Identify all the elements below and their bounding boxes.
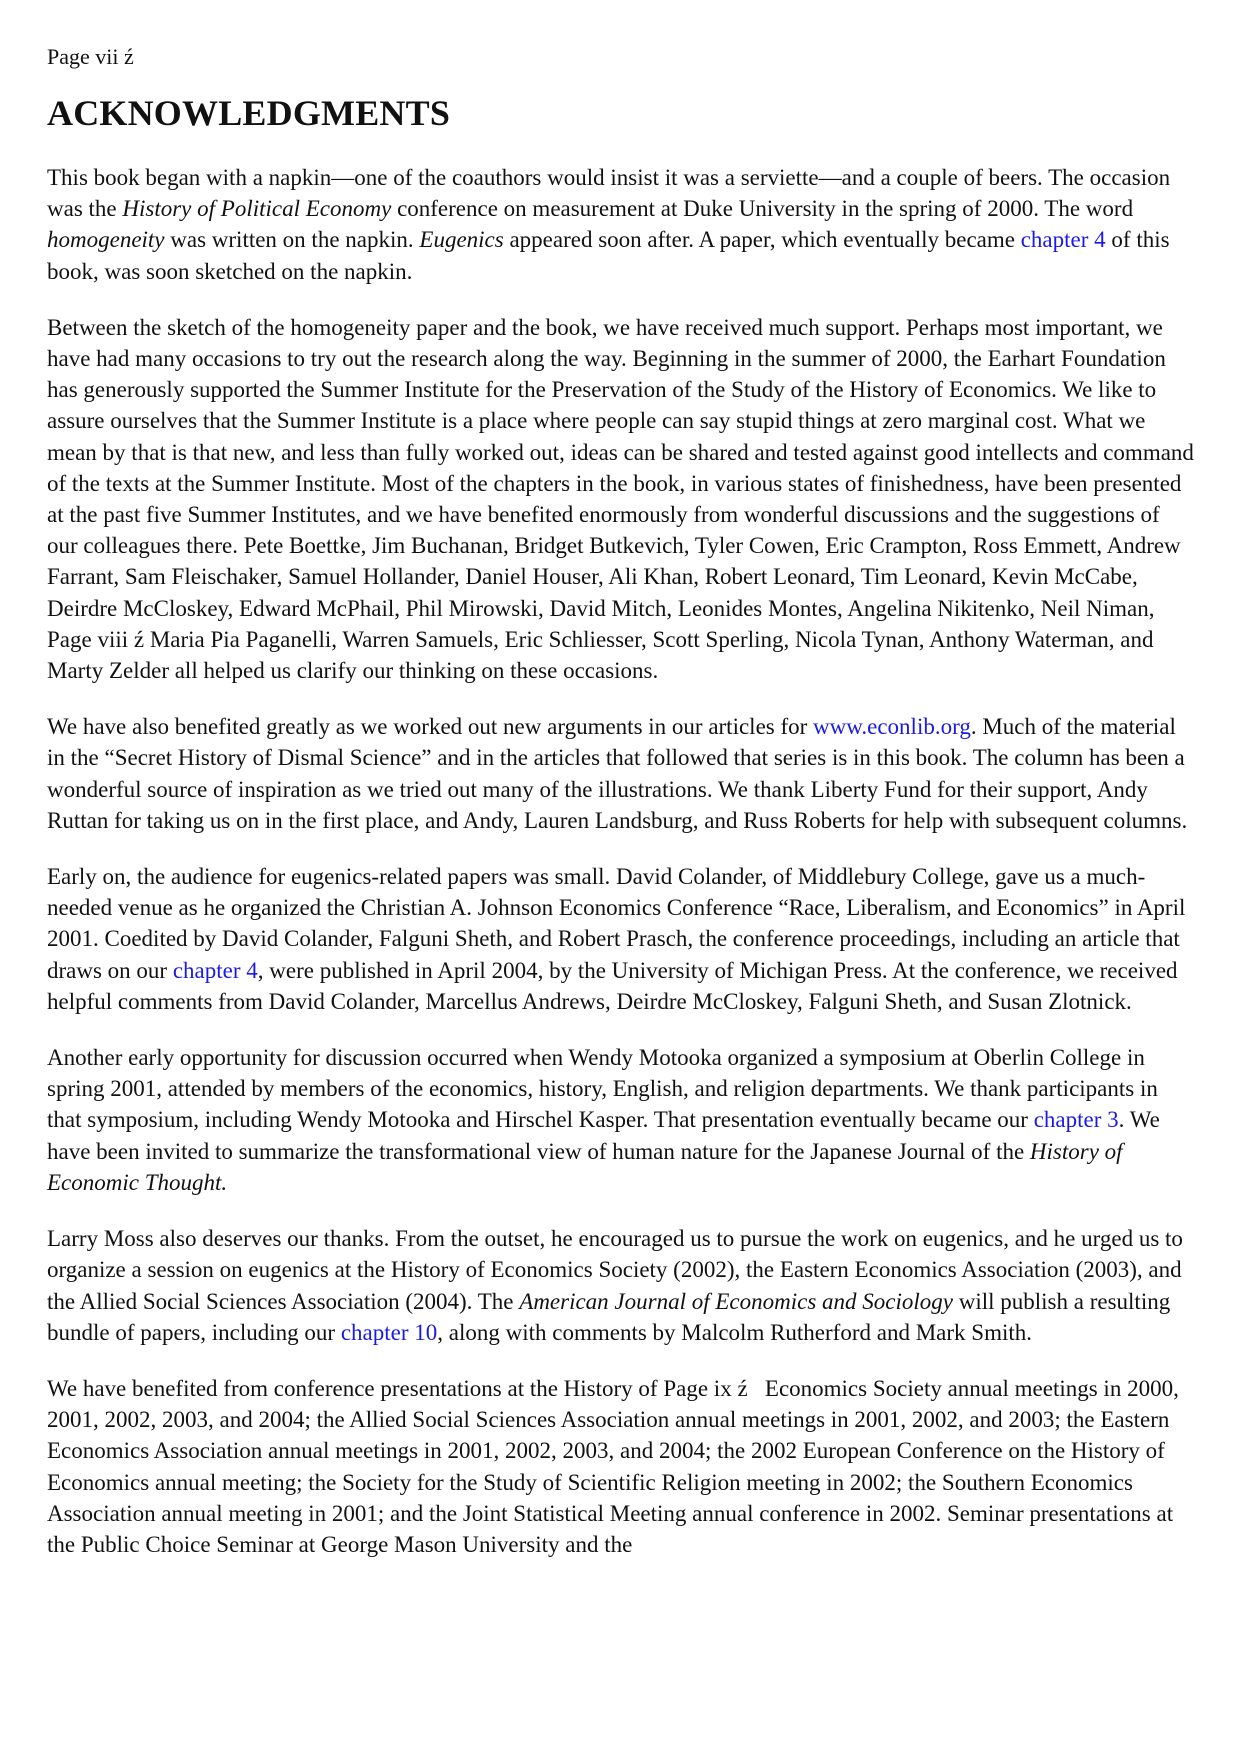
page-title: ACKNOWLEDGMENTS — [47, 93, 451, 133]
text: Early on, the audience for eugenics-related papers was small. David Colander, of Middlebury College, gave us a much-needed venue as he organized the Christian A. Johnson Economics Conference “Race, Liberalism, and Economics” in April 2001. Coedited by David Colander, Falguni Sheth, and Robert Prasch, the conference proceedings, including an article that draws on our — [47, 864, 1186, 983]
page-marker: Page vii ź — [47, 44, 134, 69]
text: appeared soon after. A paper, which eventually became — [503, 227, 1021, 253]
paragraph-colander-conference — [47, 861, 1196, 1017]
text: We have also benefited greatly as we worked out new arguments in our articles for — [47, 714, 814, 740]
paragraph-econlib — [47, 711, 1196, 836]
text: Larry Moss also deserves our thanks. From the outset, he encouraged us to pursue the work on eugenics, and he urged us to organize a session on eugenics at the History of Economics Society (2002), the Eastern Economics Association (2003), and the Allied Social Sciences Association (2004). The — [47, 1226, 1183, 1314]
text: This book began with a napkin—one of the coauthors would insist it was a serviette—and a couple of beers. The occasion was the — [47, 165, 1171, 222]
text: . Much of the material in the “Secret History of Dismal Science” and in the articles that followed that series is in this book. The column has been a wonderful source of inspiration as we tried out many of the illustrations. We thank Liberty Fund for their support, Andy Ruttan for taking us on in the first place, and Andy, Lauren Landsburg, and Russ Roberts for help with subsequent columns. — [47, 714, 1188, 833]
text: conference on measurement at Duke University in the spring of 2000. The word — [391, 196, 1134, 222]
paragraph-larry-moss — [47, 1223, 1196, 1348]
italic-term: Eugenics — [419, 227, 504, 253]
chapter-10-link[interactable]: chapter 10 — [340, 1319, 438, 1345]
italic-journal-title: History of Economic Thought. — [47, 1138, 1123, 1195]
chapter-4-link[interactable]: chapter 4 — [172, 957, 258, 983]
chapter-3-link[interactable]: chapter 3 — [1033, 1107, 1119, 1133]
text: , were published in April 2004, by the University of Michigan Press. At the conference, we received helpful comments from David Colander, Marcellus Andrews, Deirdre McCloskey, Falguni Sheth, and Susan Zlotnick. — [47, 957, 1178, 1014]
text: will publish a resulting bundle of papers, including our — [47, 1288, 1171, 1345]
paragraph-napkin — [47, 162, 1196, 287]
text: . We have been invited to summarize the transformational view of human nature for the Japanese Journal of the — [47, 1107, 1160, 1164]
italic-term: homogeneity — [47, 227, 165, 253]
paragraph-summer-institute: Between the sketch of the homogeneity paper and the book, we have received much support. Perhaps most important, we have had many occasions to try out the research along the way. Beginning in the summer of 2000, the Earhart Foundation has generously supported the Summer Institute for the Preservation of the Study of the History of Economics. We like to assure ourselves that the Summer Institute is a place where people can say stupid things at zero marginal cost. What we mean by that is that new, and less than fully worked out, ideas can be shared and tested against good intellects and command of the texts at the Summer Institute. Most of the chapters in the book, in various states of finishedness, have been presented at the past five Summer Institutes, and we have benefited enormously from wonderful discussions and the suggestions of our colleagues there. Pete Boettke, Jim Buchanan, Bridget Butkevich, Tyler Cowen, Eric Crampton, Ross Emmett, Andrew Farrant, Sam Fleischaker, Samuel Hollander, Daniel Houser, Ali Khan, Robert Leonard, Tim Leonard, Kevin McCabe, Deirdre McCloskey, Edward McPhail, Phil Mirowski, David Mitch, Leonides Montes, Angelina Nikitenko, Neil Niman, Page viii ź Maria Pia Paganelli, Warren Samuels, Eric Schliesser, Scott Sperling, Nicola Tynan, Anthony Waterman, and Marty Zelder all helped us clarify our thinking on these occasions. — [47, 314, 1194, 684]
paragraph-oberlin-symposium — [47, 1042, 1196, 1198]
italic-journal-title: American Journal of Economics and Sociology — [519, 1288, 953, 1314]
paragraph-conference-presentations: We have benefited from conference presentations at the History of Page ix ź Economics Society annual meetings in 2000, 2001, 2002, 2003, and 2004; the Allied Social Sciences Association annual meetings in 2001, 2002, and 2003; the Eastern Economics Association annual meetings in 2001, 2002, 2003, and 2004; the 2002 European Conference on the History of Economics annual meeting; the Society for the Study of Scientific Religion meeting in 2002; the Southern Economics Association annual meeting in 2001; and the Joint Statistical Meeting annual conference in 2002. Seminar presentations at the Public Choice Seminar at George Mason University and the — [47, 1375, 1179, 1557]
text: of this book, was soon sketched on the napkin. — [47, 227, 1170, 284]
text: Another early opportunity for discussion occurred when Wendy Motooka organized a symposium at Oberlin College in spring 2001, attended by members of the economics, history, English, and religion departments. We thank participants in that symposium, including Wendy Motooka and Hirschel Kasper. That presentation eventually became our — [47, 1045, 1158, 1133]
chapter-4-link[interactable]: chapter 4 — [1020, 227, 1106, 253]
text: was written on the napkin. — [164, 227, 420, 253]
italic-journal-title: History of Political Economy — [122, 196, 392, 222]
text: , along with comments by Malcolm Rutherford and Mark Smith. — [437, 1319, 1032, 1345]
econlib-link[interactable]: www.econlib.org — [813, 714, 971, 740]
